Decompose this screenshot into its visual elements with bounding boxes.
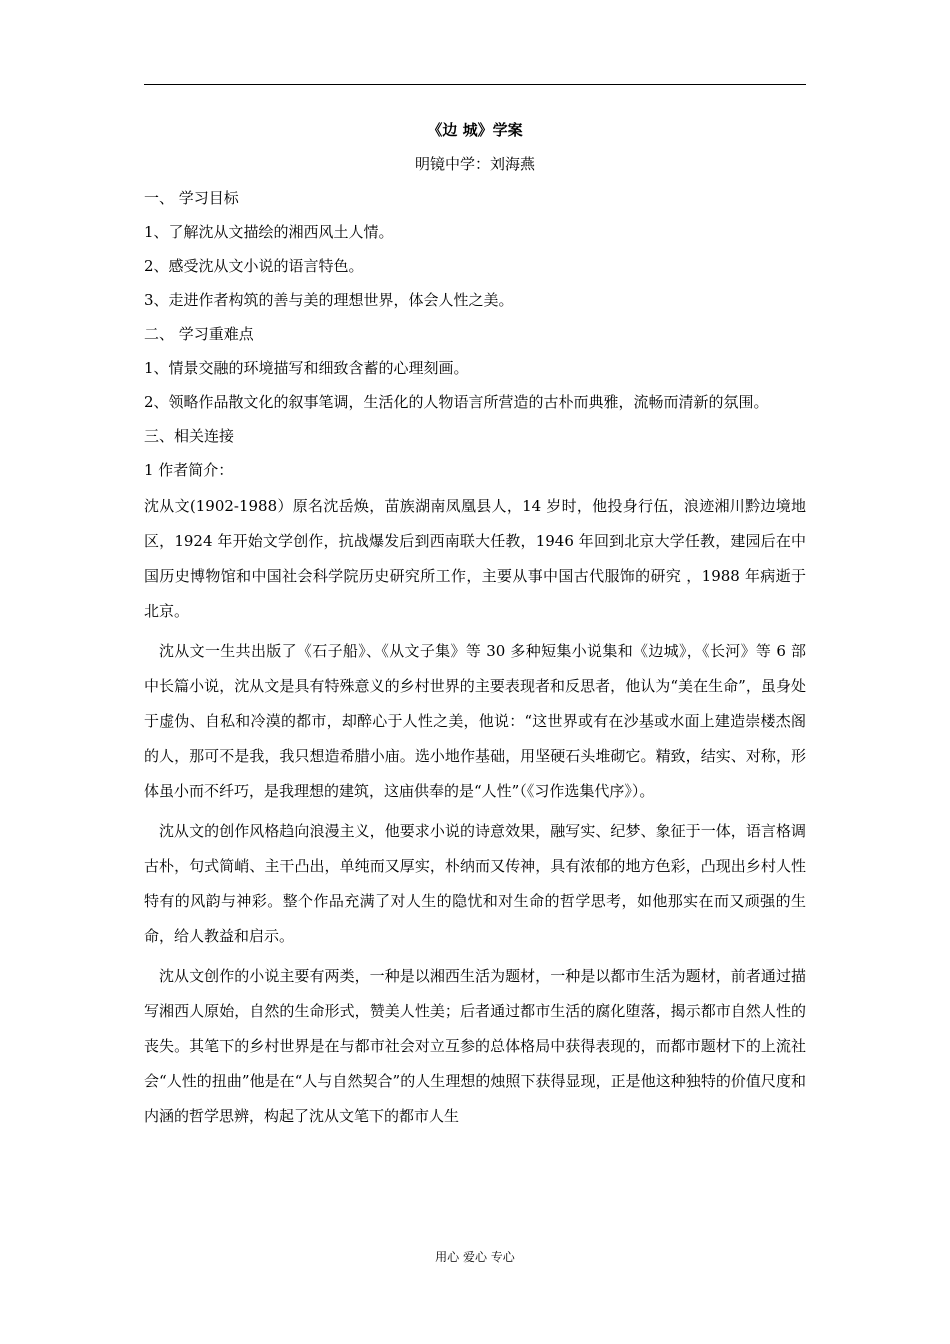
- section-heading-key-points: 二、 学习重难点: [144, 325, 254, 343]
- document-body: [144, 120, 806, 1134]
- section-heading-goals: 一、 学习目标: [144, 189, 239, 207]
- paragraph-themes: 沈从文创作的小说主要有两类，一种是以湘西生活为题材，一种是以都市生活为题材，前者通过描写湘西人原始，自然的生命形式，赞美人性美；后者通过都市生活的腐化堕落，揭示都市自然人性的丧失。其笔下的乡村世界是在与都市社会对立互参的总体格局中获得表现的，而都市题材下的上流社会“人性的扭曲”他是在“人与自然契合”的人生理想的烛照下获得显现，正是他这种独特的价值尺度和内涵的哲学思辨，构起了沈从文笔下的都市人生: [144, 967, 806, 1125]
- goal-item: 3、走进作者构筑的善与美的理想世界，体会人性之美。: [144, 291, 514, 309]
- paragraph-biography: 沈从文(1902-1988）原名沈岳焕，苗族湖南凤凰县人，14 岁时，他投身行伍，浪迹湘川黔边境地区，1924 年开始文学创作，抗战爆发后到西南联大任教，1946 年回到北京大学任教，建园后在中国历史博物馆和中国社会科学院历史研究所工作，主要从事中国古代服饰的研究 ，1988 年病逝于北京。: [144, 497, 806, 620]
- document-title: 《边 城》学案: [427, 121, 523, 139]
- subsection-author-intro: 1 作者简介：: [144, 461, 234, 479]
- goal-item: 2、感受沈从文小说的语言特色。: [144, 257, 364, 275]
- header-rule: [144, 84, 806, 85]
- paragraph-works: 沈从文一生共出版了《石子船》、《从文子集》等 30 多种短集小说集和《边城》，《长河》等 6 部中长篇小说，沈从文是具有特殊意义的乡村世界的主要表现者和反思者，他认为“美在生命”，虽身处于虚伪、自私和冷漠的都市，却醉心于人性之美，他说：“这世界或有在沙基或水面上建造崇楼杰阁的人，那可不是我，我只想造希腊小庙。选小地作基础，用坚硬石头堆砌它。精致，结实、对称，形体虽小而不纤巧，是我理想的建筑，这庙供奉的是“人性”（《习作选集代序》）。: [144, 642, 806, 800]
- goal-item: 1、了解沈从文描绘的湘西风土人情。: [144, 223, 394, 241]
- document-author: 明镜中学：刘海燕: [414, 155, 535, 173]
- page-footer: 用心 爱心 专心: [435, 1250, 515, 1264]
- key-point-item: 2、领略作品散文化的叙事笔调，生活化的人物语言所营造的古朴而典雅，流畅而清新的氛围。: [144, 393, 769, 411]
- section-heading-links: 三、相关连接: [144, 427, 235, 445]
- key-point-item: 1、情景交融的环境描写和细致含蓄的心理刻画。: [144, 359, 469, 377]
- paragraph-style: 沈从文的创作风格趋向浪漫主义，他要求小说的诗意效果，融写实、纪梦、象征于一体，语言格调古朴，句式简峭、主干凸出，单纯而又厚实，朴纳而又传神，具有浓郁的地方色彩，凸现出乡村人性特有的风韵与神彩。整个作品充满了对人生的隐忧和对生命的哲学思考，如他那实在而又顽强的生命，给人教益和启示。: [144, 822, 806, 945]
